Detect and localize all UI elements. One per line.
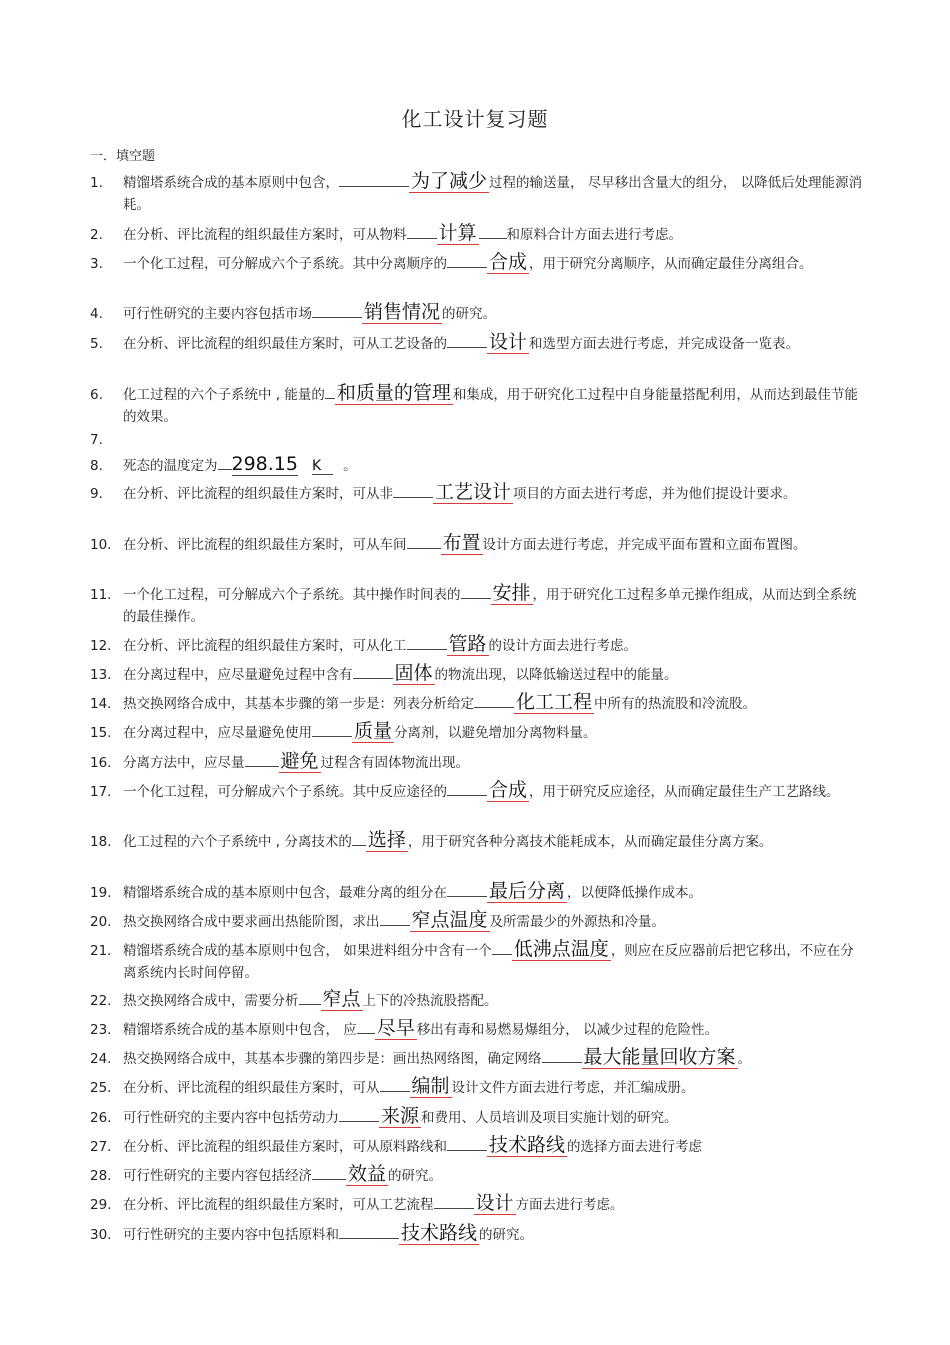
answer-text: 质量 [354,720,393,742]
question-11 [90,584,865,628]
question-number: 2. [90,227,103,243]
question-text-pre: 分离方法中，应尽量 [123,755,245,771]
question-number: 5. [90,336,103,352]
question-text-post: 中所有的热流股和冷流股。 [594,696,757,712]
question-text-post: 。 [737,1051,752,1067]
question-1 [90,172,865,216]
section-heading: 一．填空题 [90,149,156,164]
question-number: 13. [90,667,112,683]
question-text-post: 项目的方面去进行考虑，并为他们提设计要求。 [513,486,797,502]
question-text-post: 的物流出现，以降低输送过程中的能量。 [434,667,678,683]
question-18 [90,831,865,853]
answer-text: 设计 [475,1192,514,1214]
answer-text: 窄点温度 [411,909,488,931]
question-text-pre: 在分离过程中，应尽量避免使用 [123,725,312,741]
question-text-post: 的研究。 [479,1227,534,1243]
question-26 [90,1107,865,1129]
question-number: 12. [90,638,112,654]
question-text-pre: 热交换网络合成中，其基本步骤的第一步是：列表分析给定 [123,696,474,712]
question-number: 8. [90,458,103,474]
question-number: 4. [90,306,103,322]
question-text-pre: 在分析、评比流程的组织最佳方案时，可从工艺流程 [123,1197,434,1213]
answer-text: 计算 [438,222,477,244]
question-number: 23. [90,1022,112,1038]
question-text-post: ，则应在反应器前后把它移出，不应在分离系统内长时间停留。 [123,943,854,981]
question-16 [90,752,865,774]
question-text-pre: 在分离过程中，应尽量避免过程中含有 [123,667,353,683]
question-text-pre: 一个化工过程，可分解成六个子系统。其中分离顺序的 [123,256,447,272]
question-text-post: 。 [343,458,357,474]
answer-text: 选择 [367,829,406,851]
question-text-post: ，用于研究化工过程多单元操作组成，从而达到全系统的最佳操作。 [123,587,857,625]
answer-text: 尽早 [376,1017,415,1039]
question-number: 18. [90,834,112,850]
question-text-pre: 热交换网络合成中要求画出热能阶图，求出 [123,914,380,930]
question-text-post: 和集成，用于研究化工过程中自身能量搭配利用，从而达到最佳节能的效果。 [123,387,858,425]
question-text-post: 的设计方面去进行考虑。 [488,638,638,654]
question-number: 3. [90,256,103,272]
question-text-pre: 一个化工过程，可分解成六个子系统。其中反应途径的 [123,784,447,800]
question-text-post: 设计方面去进行考虑，并完成平面布置和立面布置图。 [482,537,807,553]
answer-text: 和质量的管理 [336,382,451,404]
question-text-post: 的选择方面去进行考虑 [567,1139,703,1155]
question-text-post: 移出有毒和易燃易爆组分， 以减少过程的危险性。 [416,1022,719,1038]
question-text-pre: 精馏塔系统合成的基本原则中包含， 应 [123,1022,357,1038]
question-number: 10. [90,537,112,553]
question-text-pre: 在分析、评比流程的组织最佳方案时，可从非 [123,486,393,502]
question-text-pre: 可行性研究的主要内容中包括劳动力 [123,1110,339,1126]
page-title: 化工设计复习题 [401,107,549,131]
question-number: 21. [90,943,112,959]
question-number: 20. [90,914,112,930]
question-27 [90,1136,865,1158]
question-text-pre: 在分析、评比流程的组织最佳方案时，可从物料 [123,227,407,243]
question-text-pre: 精馏塔系统合成的基本原则中包含， [123,175,339,191]
question-text-pre: 可行性研究的主要内容包括市场 [123,306,312,322]
answer-text: 化工工程 [516,691,593,713]
question-number: 24. [90,1051,112,1067]
question-4 [90,303,865,325]
question-8 [90,455,865,477]
question-text-post: 和选型方面去进行考虑，并完成设备一览表。 [529,336,800,352]
question-number: 6. [90,387,103,403]
question-24 [90,1048,865,1070]
question-number: 22. [90,993,112,1009]
question-6 [90,384,865,428]
answer-text: 避免 [280,750,319,772]
question-text-pre: 热交换网络合成中，需要分析 [123,993,299,1009]
question-text-pre: 化工过程的六个子系统中 , 能量的 [123,387,325,403]
question-21 [90,940,865,984]
answer-text: 最大能量回收方案 [583,1046,736,1068]
question-number: 9. [90,486,103,502]
question-20 [90,911,865,933]
question-5 [90,333,865,355]
answer-text: 合成 [489,251,528,273]
question-text-post: 及所需最少的外源热和冷量。 [489,914,666,930]
question-number: 27. [90,1139,112,1155]
answer-text: 销售情况 [364,301,441,323]
answer-text: 设计 [489,331,528,353]
question-text-post: 过程含有固体物流出现。 [320,755,470,771]
question-text-post: 设计文件方面去进行考虑，并汇编成册。 [451,1080,695,1096]
answer-text: 298.15 [231,453,298,475]
answer-text: 窄点 [322,988,361,1010]
question-text-pre: 可行性研究的主要内容包括经济 [123,1168,312,1184]
answer-text: 布置 [442,532,481,554]
question-number: 29. [90,1197,112,1213]
answer-text: 安排 [492,582,531,604]
question-text-pre: 在分析、评比流程的组织最佳方案时，可从 [123,1080,380,1096]
question-number: 1. [90,175,103,191]
question-text-pre: 热交换网络合成中，其基本步骤的第四步是：画出热网络图，确定网络 [123,1051,542,1067]
question-15 [90,722,865,744]
question-text-post: 分离剂，以避免增加分离物料量。 [394,725,597,741]
question-text-post: 上下的冷热流股搭配。 [362,993,498,1009]
question-number: 7. [90,432,103,448]
question-number: 15. [90,725,112,741]
question-10 [90,534,865,556]
answer-text: 低沸点温度 [513,938,609,960]
question-text-pre: 在分析、评比流程的组织最佳方案时，可从工艺设备的 [123,336,447,352]
question-22 [90,990,865,1012]
answer-text: 效益 [348,1163,387,1185]
question-17 [90,781,865,803]
question-number: 16. [90,755,112,771]
question-number: 19. [90,885,112,901]
question-number: 30. [90,1227,112,1243]
question-12 [90,635,865,657]
question-25 [90,1077,865,1099]
question-number: 14. [90,696,112,712]
question-text-pre: 在分析、评比流程的组织最佳方案时，可从化工 [123,638,407,654]
answer-text: 固体 [394,662,433,684]
question-text-post: 和费用、人员培训及项目实施计划的研究。 [421,1110,678,1126]
question-number: 28. [90,1168,112,1184]
question-text-post: ，用于研究分离顺序，从而确定最佳分离组合。 [529,256,813,272]
answer-text: 技术路线 [401,1222,478,1244]
answer-text: 编制 [411,1075,450,1097]
answer-unit: K [312,458,333,475]
question-text-pre: 在分析、评比流程的组织最佳方案时，可从原料路线和 [123,1139,447,1155]
answer-text: 最后分离 [489,880,566,902]
question-text-post: ，用于研究反应途径，从而确定最佳生产工艺路线。 [529,784,840,800]
question-number: 17. [90,784,112,800]
question-text-pre: 一个化工过程，可分解成六个子系统。其中操作时间表的 [123,587,461,603]
question-28 [90,1165,865,1187]
question-9 [90,483,865,505]
question-text-post: ，用于研究各种分离技术能耗成本，从而确定最佳分离方案。 [407,834,773,850]
question-19 [90,882,865,904]
question-number: 25. [90,1080,112,1096]
answer-text: 为了减少 [411,170,488,192]
question-number: 11. [90,587,112,603]
question-text-post: 过程的输送量， 尽早移出含量大的组分， 以降低后处理能源消耗。 [123,175,863,213]
question-text-pre: 精馏塔系统合成的基本原则中包含，最难分离的组分在 [123,885,447,901]
question-3 [90,253,865,275]
question-14 [90,693,865,715]
question-text-pre: 死态的温度定为 [123,458,218,474]
question-text-pre: 可行性研究的主要内容中包括原料和 [123,1227,339,1243]
question-text-pre: 在分析、评比流程的组织最佳方案时，可从车间 [123,537,407,553]
question-number: 26. [90,1110,112,1126]
question-30 [90,1224,865,1246]
question-text-pre: 化工过程的六个子系统中 , 分离技术的 [123,834,352,850]
answer-text: 合成 [489,779,528,801]
question-text-post: 方面去进行考虑。 [515,1197,624,1213]
question-29 [90,1194,865,1216]
answer-text: 技术路线 [489,1134,566,1156]
question-text-post: ，以便降低操作成本。 [567,885,703,901]
question-text-post: 和原料合计方面去进行考虑。 [506,227,683,243]
answer-text: 工艺设计 [435,481,512,503]
question-text-post: 的研究。 [442,306,497,322]
answer-text: 来源 [381,1105,420,1127]
question-13 [90,664,865,686]
question-2 [90,224,865,246]
question-text-pre: 精馏塔系统合成的基本原则中包含， 如果进料组分中含有一个 [123,943,492,959]
question-text-post: 的研究。 [388,1168,443,1184]
answer-text: 管路 [448,633,487,655]
question-23 [90,1019,865,1041]
